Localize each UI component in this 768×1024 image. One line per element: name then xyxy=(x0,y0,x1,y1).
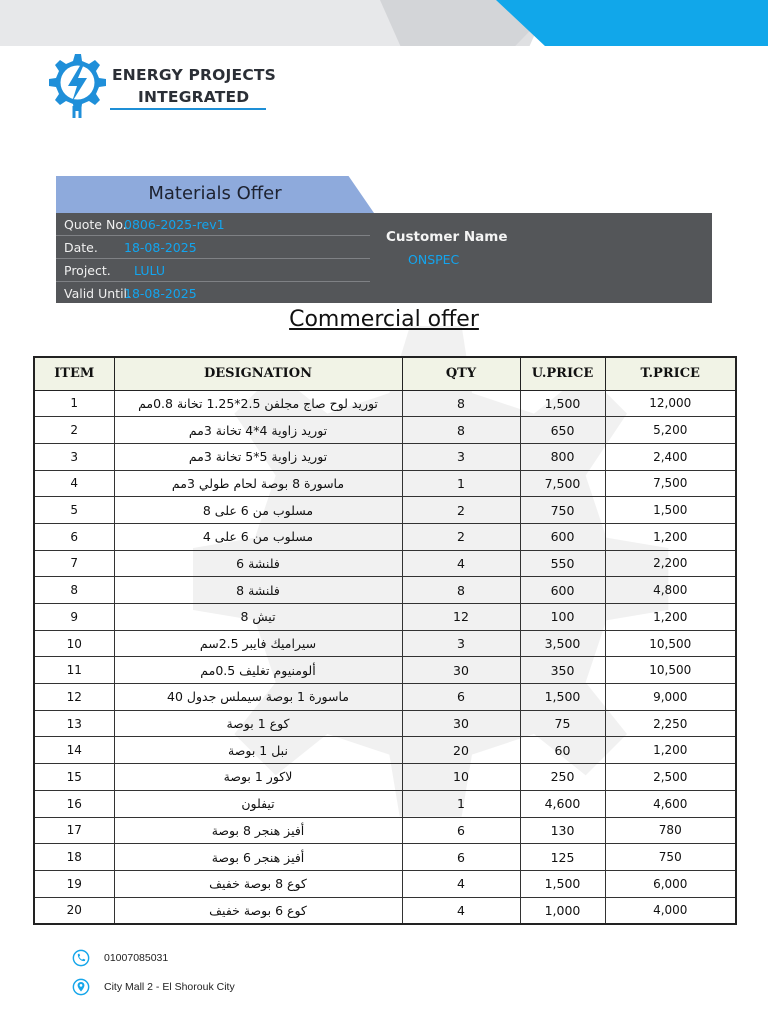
phone-icon xyxy=(72,949,90,967)
quote-value: 0806-2025-rev1 xyxy=(124,217,225,232)
cell-designation: توريد زاوية 4*4 تخانة 3مم xyxy=(114,417,402,444)
cell-total-price: 2,500 xyxy=(605,764,736,791)
location-pin-icon xyxy=(72,978,90,996)
cell-item: 11 xyxy=(34,657,114,684)
cell-designation: تيش 8 xyxy=(114,604,402,631)
cell-designation: توريد زاوية 5*5 تخانة 3مم xyxy=(114,443,402,470)
table-row xyxy=(34,470,736,497)
cell-qty: 3 xyxy=(402,630,520,657)
valid-value: 18-08-2025 xyxy=(124,286,197,301)
cell-total-price: 4,600 xyxy=(605,790,736,817)
date-row xyxy=(56,236,370,259)
page-heading: Commercial offer xyxy=(289,307,479,332)
table-row xyxy=(34,417,736,444)
table-row xyxy=(34,443,736,470)
table-row xyxy=(34,604,736,631)
cell-total-price: 1,200 xyxy=(605,523,736,550)
offer-info-box xyxy=(56,213,712,303)
table-row xyxy=(34,737,736,764)
table-row xyxy=(34,630,736,657)
cell-item: 10 xyxy=(34,630,114,657)
cell-item: 14 xyxy=(34,737,114,764)
cell-unit-price: 60 xyxy=(520,737,605,764)
cell-designation: توريد لوح صاج مجلفن 2.5*1.25 تخانة 0.8مم xyxy=(114,390,402,417)
table-row xyxy=(34,684,736,711)
phone-number: 01007085031 xyxy=(104,952,169,964)
cell-unit-price: 750 xyxy=(520,497,605,524)
cell-total-price: 2,200 xyxy=(605,550,736,577)
cell-item: 18 xyxy=(34,844,114,871)
cell-item: 12 xyxy=(34,684,114,711)
cell-qty: 3 xyxy=(402,443,520,470)
company-name-line1: ENERGY PROJECTS xyxy=(112,66,277,84)
cell-total-price: 1,500 xyxy=(605,497,736,524)
cell-unit-price: 600 xyxy=(520,523,605,550)
gear-lightning-icon xyxy=(44,50,106,120)
cell-designation: كوع 1 بوصة xyxy=(114,710,402,737)
quote-row xyxy=(56,213,370,236)
cell-qty: 1 xyxy=(402,470,520,497)
cell-designation: كوع 6 بوصة خفيف xyxy=(114,897,402,924)
cell-item: 19 xyxy=(34,870,114,897)
cell-item: 1 xyxy=(34,390,114,417)
cell-total-price: 2,250 xyxy=(605,710,736,737)
cell-total-price: 12,000 xyxy=(605,390,736,417)
cell-unit-price: 350 xyxy=(520,657,605,684)
table-row xyxy=(34,790,736,817)
table-row xyxy=(34,577,736,604)
cell-unit-price: 800 xyxy=(520,443,605,470)
cell-item: 17 xyxy=(34,817,114,844)
cell-item: 6 xyxy=(34,523,114,550)
cell-total-price: 6,000 xyxy=(605,870,736,897)
customer-name-label: Customer Name xyxy=(386,229,508,245)
header-total-price: T.PRICE xyxy=(605,357,736,390)
header-item: ITEM xyxy=(34,357,114,390)
cell-item: 8 xyxy=(34,577,114,604)
project-row xyxy=(56,259,370,282)
cell-qty: 1 xyxy=(402,790,520,817)
cell-unit-price: 1,500 xyxy=(520,870,605,897)
cell-total-price: 10,500 xyxy=(605,657,736,684)
table-row xyxy=(34,657,736,684)
address-text: City Mall 2 - El Shorouk City xyxy=(104,981,235,993)
cell-qty: 2 xyxy=(402,523,520,550)
cell-designation: كوع 8 بوصة خفيف xyxy=(114,870,402,897)
cell-qty: 4 xyxy=(402,897,520,924)
table-row xyxy=(34,710,736,737)
cell-qty: 20 xyxy=(402,737,520,764)
cell-unit-price: 100 xyxy=(520,604,605,631)
cell-unit-price: 130 xyxy=(520,817,605,844)
cell-item: 15 xyxy=(34,764,114,791)
cell-designation: نبل 1 بوصة xyxy=(114,737,402,764)
materials-offer-title: Materials Offer xyxy=(148,183,282,204)
cell-unit-price: 7,500 xyxy=(520,470,605,497)
cell-item: 16 xyxy=(34,790,114,817)
cell-item: 4 xyxy=(34,470,114,497)
cell-qty: 2 xyxy=(402,497,520,524)
table-row xyxy=(34,817,736,844)
header-qty: QTY xyxy=(402,357,520,390)
table-row xyxy=(34,844,736,871)
cell-unit-price: 75 xyxy=(520,710,605,737)
cell-designation: ألومنيوم تغليف 0.5مم xyxy=(114,657,402,684)
cell-total-price: 5,200 xyxy=(605,417,736,444)
cell-unit-price: 1,500 xyxy=(520,684,605,711)
cell-total-price: 10,500 xyxy=(605,630,736,657)
cell-designation: مسلوب من 6 على 4 xyxy=(114,523,402,550)
cell-total-price: 780 xyxy=(605,817,736,844)
cell-unit-price: 4,600 xyxy=(520,790,605,817)
cell-unit-price: 600 xyxy=(520,577,605,604)
cell-total-price: 9,000 xyxy=(605,684,736,711)
cell-item: 2 xyxy=(34,417,114,444)
cell-qty: 8 xyxy=(402,577,520,604)
cell-designation: سيراميك فايبر 2.5سم xyxy=(114,630,402,657)
table-row xyxy=(34,897,736,924)
cell-qty: 10 xyxy=(402,764,520,791)
cell-unit-price: 1,500 xyxy=(520,390,605,417)
table-row xyxy=(34,870,736,897)
cell-designation: تيفلون xyxy=(114,790,402,817)
cell-item: 5 xyxy=(34,497,114,524)
valid-row xyxy=(56,282,370,305)
customer-name-value: ONSPEC xyxy=(408,252,460,267)
cell-total-price: 4,800 xyxy=(605,577,736,604)
date-label: Date. xyxy=(64,240,98,255)
cell-total-price: 7,500 xyxy=(605,470,736,497)
cell-designation: فلنشة 8 xyxy=(114,577,402,604)
cell-designation: ماسورة 1 بوصة سيملس جدول 40 xyxy=(114,684,402,711)
company-logo xyxy=(44,50,284,122)
cell-total-price: 1,200 xyxy=(605,604,736,631)
table-row xyxy=(34,497,736,524)
cell-total-price: 2,400 xyxy=(605,443,736,470)
table-row xyxy=(34,550,736,577)
cell-designation: ماسورة 8 بوصة لحام طولي 3مم xyxy=(114,470,402,497)
cell-unit-price: 125 xyxy=(520,844,605,871)
header-band-blue xyxy=(496,0,768,46)
cell-designation: أفيز هنجر 8 بوصة xyxy=(114,817,402,844)
cell-unit-price: 3,500 xyxy=(520,630,605,657)
table-row xyxy=(34,764,736,791)
cell-unit-price: 650 xyxy=(520,417,605,444)
cell-item: 9 xyxy=(34,604,114,631)
header-unit-price: U.PRICE xyxy=(520,357,605,390)
cell-designation: فلنشة 6 xyxy=(114,550,402,577)
logo-underline xyxy=(110,108,266,110)
cell-item: 7 xyxy=(34,550,114,577)
cell-qty: 6 xyxy=(402,817,520,844)
table-body xyxy=(34,390,736,924)
table-row xyxy=(34,523,736,550)
cell-designation: أفيز هنجر 6 بوصة xyxy=(114,844,402,871)
cell-qty: 6 xyxy=(402,844,520,871)
table-row xyxy=(34,390,736,417)
date-value: 18-08-2025 xyxy=(124,240,197,255)
cell-unit-price: 250 xyxy=(520,764,605,791)
quote-label: Quote No. xyxy=(64,217,127,232)
valid-label: Valid Until. xyxy=(64,286,131,301)
offer-table xyxy=(33,356,737,925)
offer-table-container xyxy=(33,356,735,925)
cell-total-price: 4,000 xyxy=(605,897,736,924)
cell-qty: 12 xyxy=(402,604,520,631)
cell-item: 3 xyxy=(34,443,114,470)
cell-item: 13 xyxy=(34,710,114,737)
project-label: Project. xyxy=(64,263,111,278)
project-value: LULU xyxy=(134,263,165,278)
cell-designation: لاكور 1 بوصة xyxy=(114,764,402,791)
cell-item: 20 xyxy=(34,897,114,924)
cell-total-price: 750 xyxy=(605,844,736,871)
cell-qty: 30 xyxy=(402,657,520,684)
cell-qty: 30 xyxy=(402,710,520,737)
company-name-line2: INTEGRATED xyxy=(138,88,250,106)
header-designation: DESIGNATION xyxy=(114,357,402,390)
cell-qty: 8 xyxy=(402,390,520,417)
cell-qty: 4 xyxy=(402,550,520,577)
cell-unit-price: 550 xyxy=(520,550,605,577)
cell-qty: 8 xyxy=(402,417,520,444)
cell-designation: مسلوب من 6 على 8 xyxy=(114,497,402,524)
cell-qty: 4 xyxy=(402,870,520,897)
table-header-row xyxy=(34,357,736,390)
cell-qty: 6 xyxy=(402,684,520,711)
cell-unit-price: 1,000 xyxy=(520,897,605,924)
cell-total-price: 1,200 xyxy=(605,737,736,764)
